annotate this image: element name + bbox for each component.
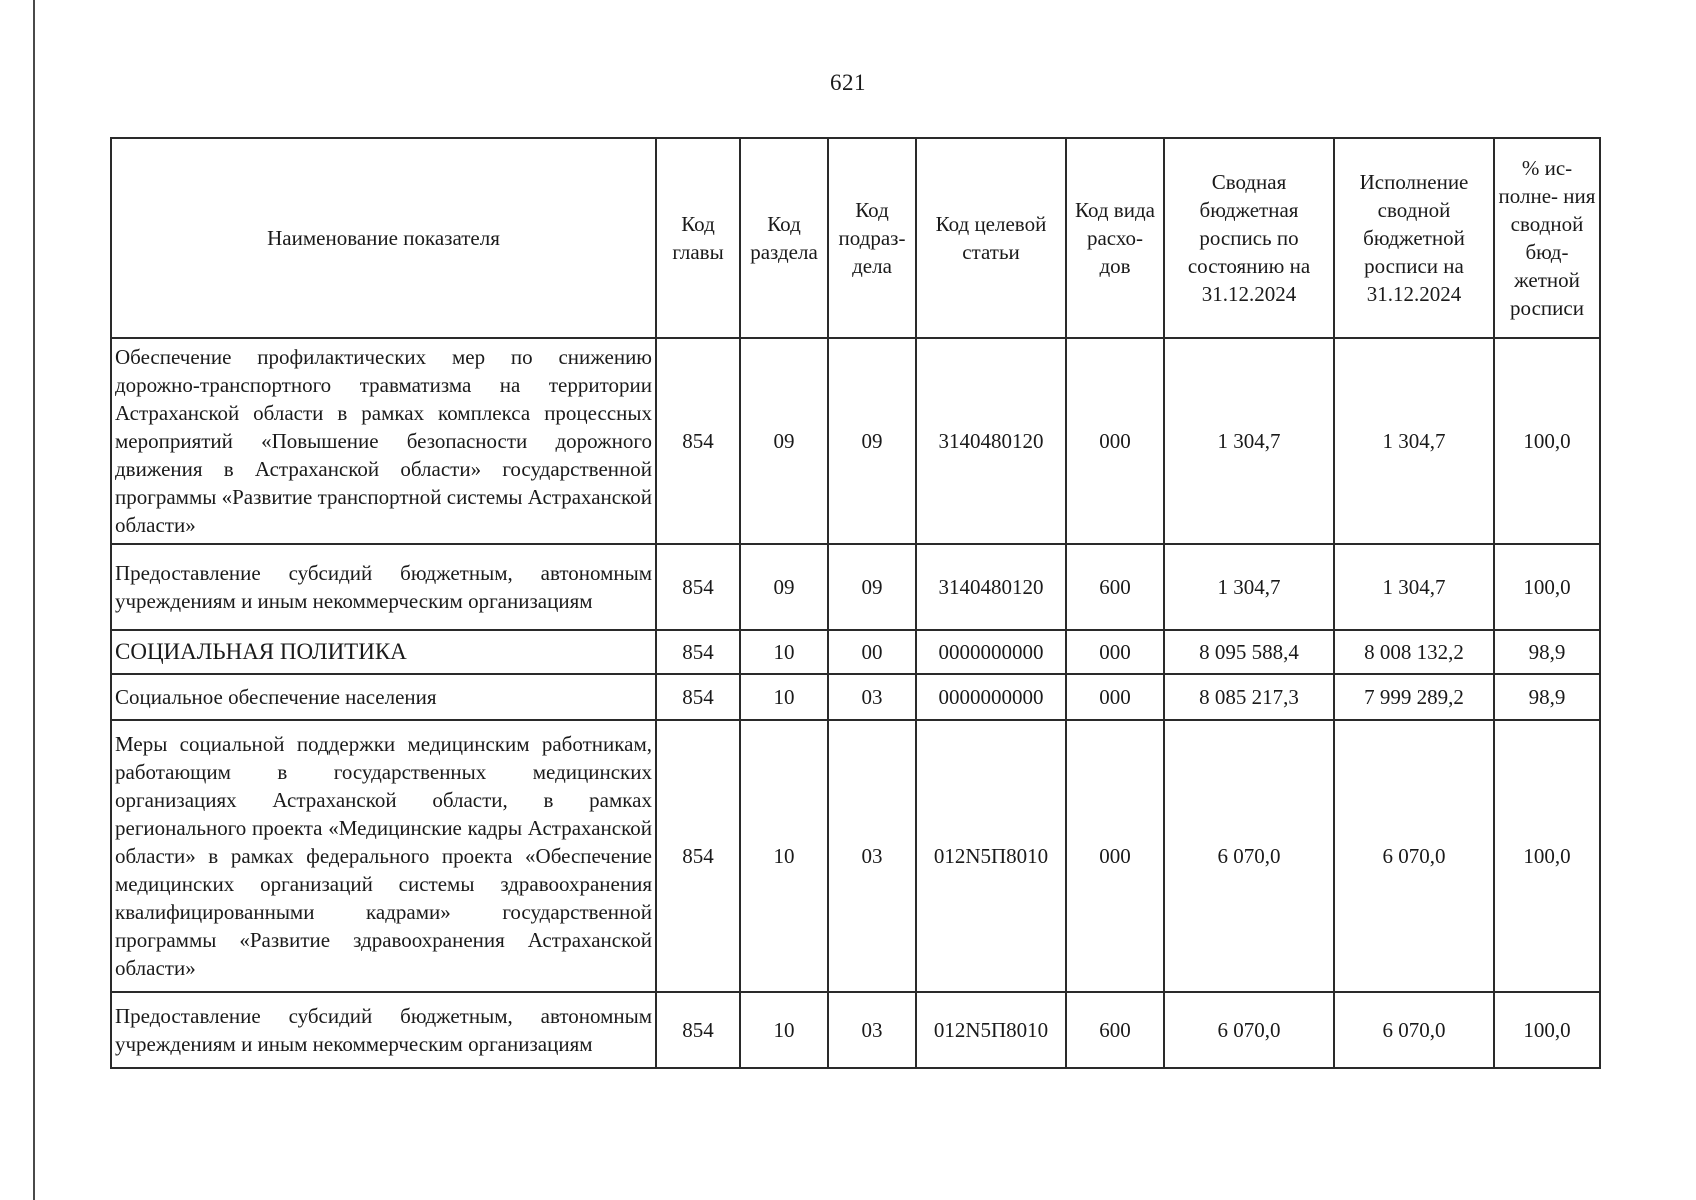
row-fact: 1 304,7 [1334, 544, 1494, 630]
row-glava: 854 [656, 338, 740, 544]
page-number: 621 [830, 70, 866, 95]
row-plan: 6 070,0 [1164, 992, 1334, 1068]
row-razdel: 09 [740, 338, 828, 544]
row-target: 012N5П8010 [916, 720, 1066, 992]
row-name: Социальное обеспечение населения [111, 674, 656, 720]
table-row [111, 338, 1600, 544]
page-binding-line [33, 0, 35, 1200]
table-row [111, 630, 1600, 674]
header-target: Код целевой статьи [916, 138, 1066, 338]
row-glava: 854 [656, 992, 740, 1068]
header-percent: % ис- полне- ния сводной бюд- жетной росписи [1494, 138, 1600, 338]
header-razdel: Код раздела [740, 138, 828, 338]
row-vid: 600 [1066, 544, 1164, 630]
row-plan: 8 095 588,4 [1164, 630, 1334, 674]
row-podrazdel: 00 [828, 630, 916, 674]
row-percent: 98,9 [1494, 630, 1600, 674]
row-name: Предоставление субсидий бюджетным, автономным учреждениям и иным некоммерческим организациям [111, 544, 656, 630]
row-plan: 1 304,7 [1164, 338, 1334, 544]
row-glava: 854 [656, 630, 740, 674]
row-vid: 600 [1066, 992, 1164, 1068]
row-name: СОЦИАЛЬНАЯ ПОЛИТИКА [111, 630, 656, 674]
row-podrazdel: 03 [828, 674, 916, 720]
header-vid: Код вида расхо- дов [1066, 138, 1164, 338]
row-plan: 8 085 217,3 [1164, 674, 1334, 720]
row-name: Обеспечение профилактических мер по снижению дорожно-транспортного травматизма на территории Астраханской области в рамках комплекса процессных мероприятий «Повышение безопасности дорожного движения в Астраханской области» государственной программы «Развитие транспортной системы Астраханской области» [111, 338, 656, 544]
row-percent: 100,0 [1494, 720, 1600, 992]
header-name: Наименование показателя [111, 138, 656, 338]
row-vid: 000 [1066, 338, 1164, 544]
row-glava: 854 [656, 544, 740, 630]
row-name: Предоставление субсидий бюджетным, автономным учреждениям и иным некоммерческим организациям [111, 992, 656, 1068]
header-glava: Код главы [656, 138, 740, 338]
table-row [111, 720, 1600, 992]
row-razdel: 10 [740, 630, 828, 674]
row-podrazdel: 03 [828, 992, 916, 1068]
table-row [111, 544, 1600, 630]
row-name: Меры социальной поддержки медицинским работникам, работающим в государственных медицинских организациях Астраханской области, в рамках регионального проекта «Медицинские кадры Астраханской области» в рамках федерального проекта «Обеспечение медицинских организаций системы здравоохранения квалифицированными кадрами» государственной программы «Развитие здравоохранения Астраханской области» [111, 720, 656, 992]
row-glava: 854 [656, 720, 740, 992]
row-glava: 854 [656, 674, 740, 720]
row-fact: 6 070,0 [1334, 992, 1494, 1068]
row-target: 0000000000 [916, 674, 1066, 720]
row-target: 0000000000 [916, 630, 1066, 674]
row-podrazdel: 09 [828, 544, 916, 630]
row-fact: 8 008 132,2 [1334, 630, 1494, 674]
row-percent: 100,0 [1494, 338, 1600, 544]
row-plan: 1 304,7 [1164, 544, 1334, 630]
header-fact: Исполнение сводной бюджетной росписи на 31.12.2024 [1334, 138, 1494, 338]
header-podrazdel: Код подраз- дела [828, 138, 916, 338]
row-target: 012N5П8010 [916, 992, 1066, 1068]
row-razdel: 10 [740, 674, 828, 720]
row-vid: 000 [1066, 720, 1164, 992]
row-fact: 1 304,7 [1334, 338, 1494, 544]
table-row [111, 992, 1600, 1068]
row-percent: 100,0 [1494, 992, 1600, 1068]
header-plan: Сводная бюджетная роспись по состоянию на 31.12.2024 [1164, 138, 1334, 338]
row-fact: 6 070,0 [1334, 720, 1494, 992]
row-target: 3140480120 [916, 338, 1066, 544]
row-percent: 100,0 [1494, 544, 1600, 630]
budget-table [110, 137, 1601, 1069]
row-razdel: 10 [740, 720, 828, 992]
table-row [111, 674, 1600, 720]
row-razdel: 09 [740, 544, 828, 630]
table-header-row [111, 138, 1600, 338]
row-percent: 98,9 [1494, 674, 1600, 720]
row-vid: 000 [1066, 630, 1164, 674]
row-fact: 7 999 289,2 [1334, 674, 1494, 720]
row-plan: 6 070,0 [1164, 720, 1334, 992]
row-razdel: 10 [740, 992, 828, 1068]
row-podrazdel: 09 [828, 338, 916, 544]
row-vid: 000 [1066, 674, 1164, 720]
row-podrazdel: 03 [828, 720, 916, 992]
row-target: 3140480120 [916, 544, 1066, 630]
